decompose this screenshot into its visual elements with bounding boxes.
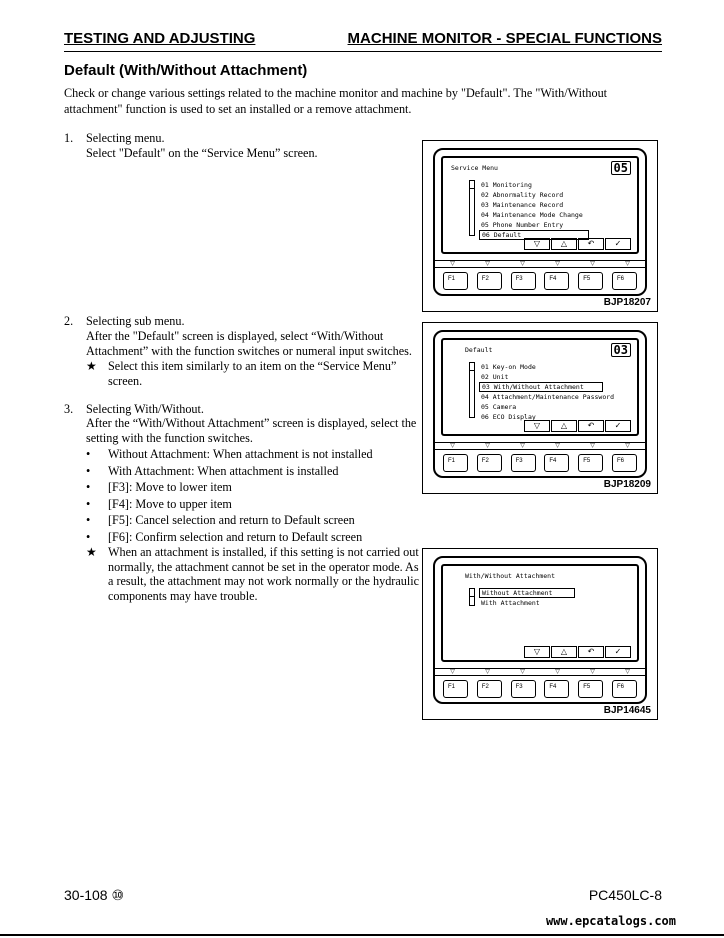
monitor-screen bbox=[441, 156, 639, 254]
return-icon: ↶ bbox=[578, 420, 604, 432]
step-number: 1. bbox=[64, 131, 74, 145]
monitor-frame bbox=[433, 556, 647, 704]
up-icon: △ bbox=[551, 238, 577, 250]
menu-item[interactable]: 05 Phone Number Entry bbox=[481, 221, 564, 229]
scrollbar[interactable] bbox=[469, 180, 475, 236]
return-icon: ↶ bbox=[578, 646, 604, 658]
bullet-item: • [F3]: Move to lower item bbox=[86, 480, 232, 494]
figure-caption: BJP18207 bbox=[603, 297, 651, 308]
f4-button[interactable]: F4 bbox=[544, 680, 569, 698]
f2-button[interactable]: F2 bbox=[477, 680, 502, 698]
header-section: TESTING AND ADJUSTING bbox=[64, 30, 256, 47]
return-icon: ↶ bbox=[578, 238, 604, 250]
switch-indicator-row: ▽ ▽ ▽ ▽ ▽ ▽ bbox=[435, 260, 645, 268]
menu-item[interactable]: 06 ECO Display bbox=[481, 413, 536, 421]
guide-icons bbox=[524, 238, 631, 250]
down-icon: ▽ bbox=[524, 238, 550, 250]
f6-button[interactable]: F6 bbox=[612, 680, 637, 698]
step-text: Attachment” with the function switches or numeral input switches. bbox=[86, 344, 412, 358]
menu-item[interactable]: 02 Abnormality Record bbox=[481, 191, 564, 199]
scrollbar[interactable] bbox=[469, 362, 475, 418]
page-header bbox=[64, 30, 662, 52]
step-heading: Selecting sub menu. bbox=[86, 314, 185, 328]
step-number: 3. bbox=[64, 402, 74, 416]
bullet-icon: • bbox=[86, 463, 91, 478]
f5-button[interactable]: F5 bbox=[578, 272, 603, 290]
f2-button[interactable]: F2 bbox=[477, 272, 502, 290]
page-number: 30-108 ⑩ bbox=[64, 887, 125, 903]
note-text: Select this item similarly to an item on the “Service Menu” bbox=[108, 359, 397, 373]
star-note bbox=[86, 359, 412, 389]
bullet-icon: • bbox=[86, 496, 91, 511]
option-list bbox=[479, 588, 575, 608]
screen-title: Service Menu bbox=[451, 164, 498, 172]
bullet-item: • [F5]: Cancel selection and return to Default screen bbox=[86, 513, 355, 527]
check-icon: ✓ bbox=[605, 420, 631, 432]
menu-list bbox=[479, 180, 589, 240]
menu-item-selected[interactable]: 03 With/Without Attachment bbox=[479, 382, 603, 392]
header-topic: MACHINE MONITOR - SPECIAL FUNCTIONS bbox=[347, 30, 662, 47]
screen-title: With/Without Attachment bbox=[465, 572, 556, 580]
f3-button[interactable]: F3 bbox=[511, 454, 536, 472]
scrollbar[interactable] bbox=[469, 588, 475, 606]
intro-paragraph: Check or change various settings related to the machine monitor and machine by "Default". The "With/Without attachment" function is used to set an installed or a remove attachment. bbox=[64, 86, 608, 116]
bullet-item: • [F6]: Confirm selection and return to Default screen bbox=[86, 529, 363, 544]
guide-icons bbox=[524, 420, 631, 432]
figure-default-menu bbox=[422, 322, 658, 494]
function-switches bbox=[443, 272, 637, 292]
check-icon: ✓ bbox=[605, 238, 631, 250]
page-title: Default (With/Without Attachment) bbox=[64, 62, 308, 79]
function-switches bbox=[443, 454, 637, 474]
switch-indicator-row: ▽ ▽ ▽ ▽ ▽ ▽ bbox=[435, 442, 645, 450]
menu-item[interactable]: 01 Monitoring bbox=[481, 181, 532, 189]
up-icon: △ bbox=[551, 420, 577, 432]
menu-item[interactable]: 04 Attachment/Maintenance Password bbox=[481, 393, 615, 401]
switch-indicator-row: ▽ ▽ ▽ ▽ ▽ ▽ bbox=[435, 668, 645, 676]
figure-with-without-attachment bbox=[422, 548, 658, 720]
f4-button[interactable]: F4 bbox=[544, 272, 569, 290]
monitor-screen bbox=[441, 338, 639, 436]
option-selected[interactable]: Without Attachment bbox=[479, 588, 575, 598]
step-text: After the “With/Without Attachment” screen is displayed, select the bbox=[86, 416, 417, 430]
screen-title: Default bbox=[465, 346, 493, 354]
bullet-item: • With Attachment: When attachment is installed bbox=[86, 463, 339, 478]
f6-button[interactable]: F6 bbox=[612, 454, 637, 472]
monitor-frame bbox=[433, 330, 647, 478]
screen-number: 05 bbox=[611, 161, 631, 175]
menu-item[interactable]: 01 Key-on Mode bbox=[481, 363, 536, 371]
menu-item[interactable]: 05 Camera bbox=[481, 403, 517, 411]
bullet-item: • Without Attachment: When attachment is not installed bbox=[86, 447, 373, 461]
menu-list bbox=[479, 362, 615, 422]
option-item[interactable]: With Attachment bbox=[481, 599, 540, 607]
menu-item-selected[interactable]: 06 Default bbox=[479, 230, 589, 240]
f3-button[interactable]: F3 bbox=[511, 680, 536, 698]
step-heading: Selecting With/Without. bbox=[86, 402, 204, 416]
down-icon: ▽ bbox=[524, 420, 550, 432]
f4-button[interactable]: F4 bbox=[544, 454, 569, 472]
step-number: 2. bbox=[64, 314, 74, 328]
bullet-icon: • bbox=[86, 480, 91, 494]
note-text: screen. bbox=[108, 374, 143, 388]
figure-service-menu bbox=[422, 140, 658, 312]
monitor-screen bbox=[441, 564, 639, 662]
star-icon: ★ bbox=[86, 545, 97, 559]
figure-caption: BJP18209 bbox=[603, 479, 651, 490]
bullet-icon: • bbox=[86, 529, 91, 544]
bullet-icon: • bbox=[86, 447, 91, 461]
star-icon: ★ bbox=[86, 359, 97, 373]
f1-button[interactable]: F1 bbox=[443, 454, 468, 472]
up-icon: △ bbox=[551, 646, 577, 658]
menu-item[interactable]: 02 Unit bbox=[481, 373, 509, 381]
down-icon: ▽ bbox=[524, 646, 550, 658]
f5-button[interactable]: F5 bbox=[578, 454, 603, 472]
step-text: After the "Default" screen is displayed, select “With/Without bbox=[86, 329, 384, 343]
model-number: PC450LC-8 bbox=[588, 887, 662, 903]
step-text: setting with the function switches. bbox=[86, 431, 253, 445]
check-icon: ✓ bbox=[605, 646, 631, 658]
f2-button[interactable]: F2 bbox=[477, 454, 502, 472]
f1-button[interactable]: F1 bbox=[443, 680, 468, 698]
guide-icons bbox=[524, 646, 631, 658]
star-note: ★ When an attachment is installed, if this setting is not carried out normally, the attachment cannot be set in the operator mode. As a result, the attachment may not work normally or the hydraulic components may have trouble. bbox=[86, 545, 420, 603]
screen-number: 03 bbox=[611, 343, 631, 357]
bullet-icon: • bbox=[86, 513, 91, 527]
f3-button[interactable]: F3 bbox=[511, 272, 536, 290]
figure-caption: BJP14645 bbox=[603, 705, 651, 716]
bullet-item: • [F4]: Move to upper item bbox=[86, 496, 232, 511]
step-text: Select "Default" on the “Service Menu” screen. bbox=[86, 146, 318, 160]
f1-button[interactable]: F1 bbox=[443, 272, 468, 290]
watermark-link[interactable]: www.epcatalogs.com bbox=[545, 914, 676, 928]
menu-item[interactable]: 04 Maintenance Mode Change bbox=[481, 211, 583, 219]
step-heading: Selecting menu. bbox=[86, 131, 165, 145]
function-switches bbox=[443, 680, 637, 700]
f6-button[interactable]: F6 bbox=[612, 272, 637, 290]
monitor-frame bbox=[433, 148, 647, 296]
menu-item[interactable]: 03 Maintenance Record bbox=[481, 201, 564, 209]
bottom-rule bbox=[0, 934, 724, 936]
f5-button[interactable]: F5 bbox=[578, 680, 603, 698]
